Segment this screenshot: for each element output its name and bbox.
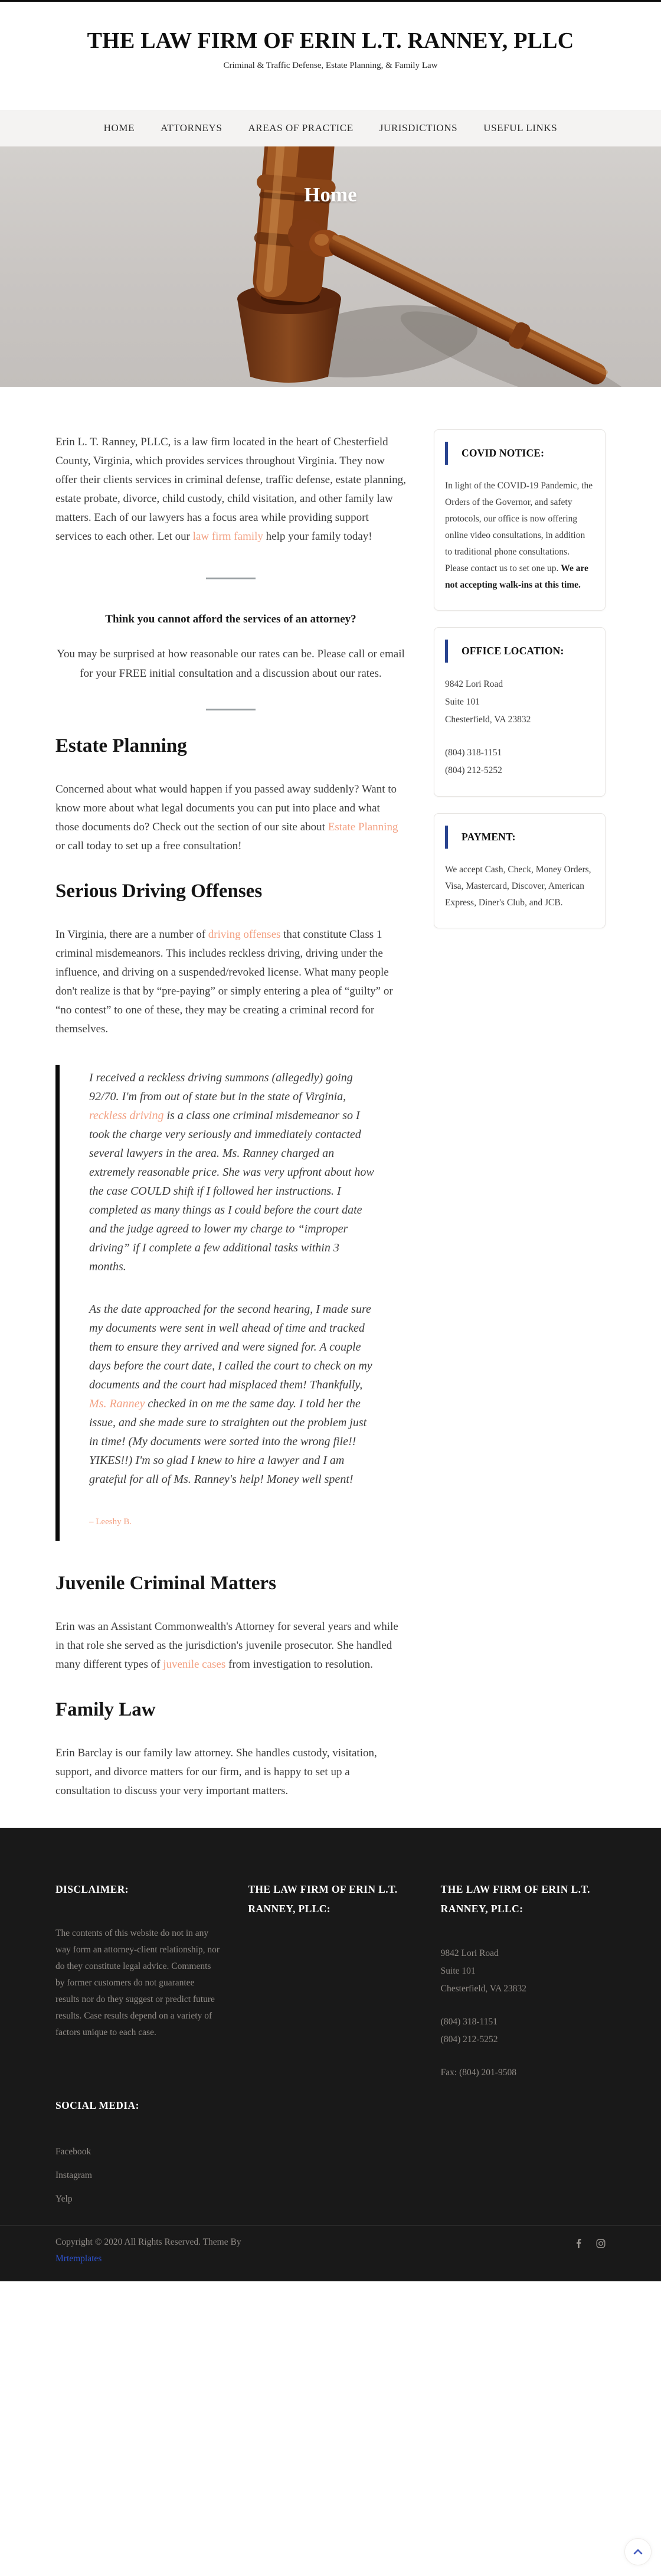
covid-notice-card <box>434 429 606 611</box>
title-accent-bar <box>445 442 448 465</box>
footer-map-column <box>248 1880 413 2082</box>
nav-item-areas-of-practice[interactable]: AREAS OF PRACTICE <box>248 122 353 134</box>
copyright-text: Copyright © 2020 All Rights Reserved. Theme By Mrtemplates <box>55 2234 241 2267</box>
testimonial-paragraph-1: I received a reckless driving summons (allegedly) going 92/70. I'm from out of state but in the state of Virginia, reckless driving is a class one criminal misdemeanor so I took the charge very seriously and immediately contacted several lawyers in the area. Ms. Ranney charged an extremely reasonable price. She was very upfront about how the case COULD shift if I followed her instructions. I completed as many things as I could before the court date and the judge agreed to lower my charge to “improper driving” if I complete a few additional tasks within 3 months. <box>89 1068 377 1276</box>
site-title: THE LAW FIRM OF ERIN L.T. RANNEY, PLLC <box>0 28 661 54</box>
juvenile-cases-link[interactable]: juvenile cases <box>163 1658 225 1671</box>
main-column <box>55 429 406 1828</box>
estate-planning-heading: Estate Planning <box>55 733 406 759</box>
testimonial-paragraph-2: As the date approached for the second hearing, I made sure my documents were sent in well ahead of time and tracked them to ensure they arrived and were signed for. A couple days before the court date, I called the court to check on my documents and the court had misplaced them! Thankfully, Ms. Ranney checked in on me the same day. I told her the issue, and she made sure to straighten out the problem just in time! (My documents were sorted into the wrong file!! YIKES!!) I'm so glad I knew to hire a lawyer and I am grateful for all of Ms. Ranney's help! Money well spent! <box>89 1300 377 1489</box>
theme-author-link[interactable]: Mrtemplates <box>55 2251 102 2267</box>
hero-page-title: Home <box>0 183 661 207</box>
site-tagline: Criminal & Traffic Defense, Estate Planning, & Family Law <box>0 61 661 71</box>
footer-bottom-bar <box>0 2225 661 2281</box>
yelp-link[interactable]: Yelp <box>55 2191 606 2207</box>
facebook-link[interactable]: Facebook <box>55 2144 606 2160</box>
payment-card <box>434 813 606 928</box>
instagram-link[interactable]: Instagram <box>55 2167 606 2184</box>
office-location-title: OFFICE LOCATION: <box>445 640 594 663</box>
hero-banner <box>0 146 661 387</box>
afford-heading: Think you cannot afford the services of an attorney? <box>55 610 406 629</box>
disclaimer-heading: DISCLAIMER: <box>55 1880 220 1899</box>
family-law-heading: Family Law <box>55 1697 406 1723</box>
afford-paragraph: You may be surprised at how reasonable our rates can be. Please call or email for your FREE initial consultation and a discussion about our rates. <box>55 644 406 683</box>
disclaimer-text: The contents of this website do not in any way form an attorney-client relationship, nor do they constitute legal advice. Comments by former customers do not guarantee results nor do they suggest or predict future results. Case results depend on a variety of factors unique to each case. <box>55 1925 220 2041</box>
client-testimonial-quote <box>55 1065 406 1541</box>
estate-planning-paragraph: Concerned about what would happen if you passed away suddenly? Want to know more about what legal documents you can put into place and what those documents do? Check out the section of our site about Estate Planning or call today to set up a free consultation! <box>55 780 406 856</box>
footer-columns <box>55 1880 606 2082</box>
footer-phones: (804) 318-1151 (804) 212-5252 <box>441 2013 606 2049</box>
payment-text: We accept Cash, Check, Money Orders, Visa, Mastercard, Discover, American Express, Diner's Club, and JCB. <box>445 862 594 911</box>
driving-offenses-link[interactable]: driving offenses <box>208 928 281 941</box>
site-header <box>0 2 661 110</box>
nav-item-home[interactable]: HOME <box>104 122 135 134</box>
social-media-heading: SOCIAL MEDIA: <box>55 2096 606 2115</box>
office-address: 9842 Lori Road Suite 101 Chesterfield, VA 23832 <box>445 676 594 729</box>
main-nav <box>0 110 661 146</box>
section-divider <box>206 709 256 710</box>
office-phones: (804) 318-1151 (804) 212-5252 <box>445 744 594 780</box>
facebook-icon[interactable] <box>574 2239 583 2248</box>
instagram-icon[interactable] <box>596 2239 606 2248</box>
footer-firm-heading: THE LAW FIRM OF ERIN L.T. RANNEY, PLLC: <box>441 1880 606 1919</box>
payment-title: PAYMENT: <box>445 826 594 849</box>
nav-item-useful-links[interactable]: USEFUL LINKS <box>483 122 557 134</box>
law-firm-family-link[interactable]: law firm family <box>193 530 263 543</box>
family-law-paragraph: Erin Barclay is our family law attorney. She handles custody, visitation, support, and divorce matters for our firm, and is happy to set up a consultation to discuss your very important matters. <box>55 1744 406 1801</box>
ms-ranney-link[interactable]: Ms. Ranney <box>89 1397 145 1410</box>
title-accent-bar <box>445 826 448 849</box>
serious-driving-heading: Serious Driving Offenses <box>55 878 406 904</box>
section-divider <box>206 578 256 579</box>
office-location-card <box>434 627 606 797</box>
footer-address: 9842 Lori Road Suite 101 Chesterfield, VA 23832 <box>441 1945 606 1998</box>
back-to-top-button[interactable] <box>624 2538 652 2565</box>
testimonial-attribution: – Leeshy B. <box>89 1512 377 1531</box>
estate-planning-link[interactable]: Estate Planning <box>328 821 398 833</box>
social-media-section <box>55 2096 606 2207</box>
footer-fax: Fax: (804) 201-9508 <box>441 2064 606 2082</box>
reckless-driving-link[interactable]: reckless driving <box>89 1109 163 1122</box>
page-bottom-area <box>0 2281 661 2576</box>
footer-disclaimer-column <box>55 1880 220 2082</box>
serious-driving-paragraph: In Virginia, there are a number of driving offenses that constitute Class 1 criminal misdemeanors. This includes reckless driving, driving under the influence, and driving on a suspended/revoked license. What many people don't realize is that by “pre-paying” or simply entering a plea of “guilty” or “no contest” to one of these, they may be creating a criminal record for themselves. <box>55 925 406 1039</box>
footer-firm-heading: THE LAW FIRM OF ERIN L.T. RANNEY, PLLC: <box>248 1880 413 1919</box>
site-footer <box>0 1828 661 2281</box>
sidebar <box>434 429 606 1828</box>
chevron-up-icon <box>633 2549 643 2555</box>
intro-paragraph: Erin L. T. Ranney, PLLC, is a law firm located in the heart of Chesterfield County, Virginia, which provides services throughout Virginia. They now offer their clients services in criminal defense, traffic defense, estate planning, estate probate, divorce, child custody, child visitation, and other family law matters. Each of our lawyers has a focus area while providing support services to each other. Let our law firm family help your family today! <box>55 433 406 546</box>
footer-contact-column <box>441 1880 606 2082</box>
nav-item-attorneys[interactable]: ATTORNEYS <box>161 122 222 134</box>
juvenile-matters-heading: Juvenile Criminal Matters <box>55 1570 406 1596</box>
covid-notice-text: In light of the COVID-19 Pandemic, the Orders of the Governor, and safety protocols, our office is now offering online video consultations, in addition to traditional phone consultations. Please contact us to set one up. We are not accepting walk-ins at this time. <box>445 478 594 594</box>
title-accent-bar <box>445 640 448 663</box>
nav-item-jurisdictions[interactable]: JURISDICTIONS <box>379 122 457 134</box>
covid-notice-title: COVID NOTICE: <box>445 442 594 465</box>
juvenile-matters-paragraph: Erin was an Assistant Commonwealth's Attorney for several years and while in that role she served as the jurisdiction's juvenile prosecutor. She handled many different types of juvenile cases from investigation to resolution. <box>55 1618 406 1674</box>
content-area <box>55 387 606 1828</box>
